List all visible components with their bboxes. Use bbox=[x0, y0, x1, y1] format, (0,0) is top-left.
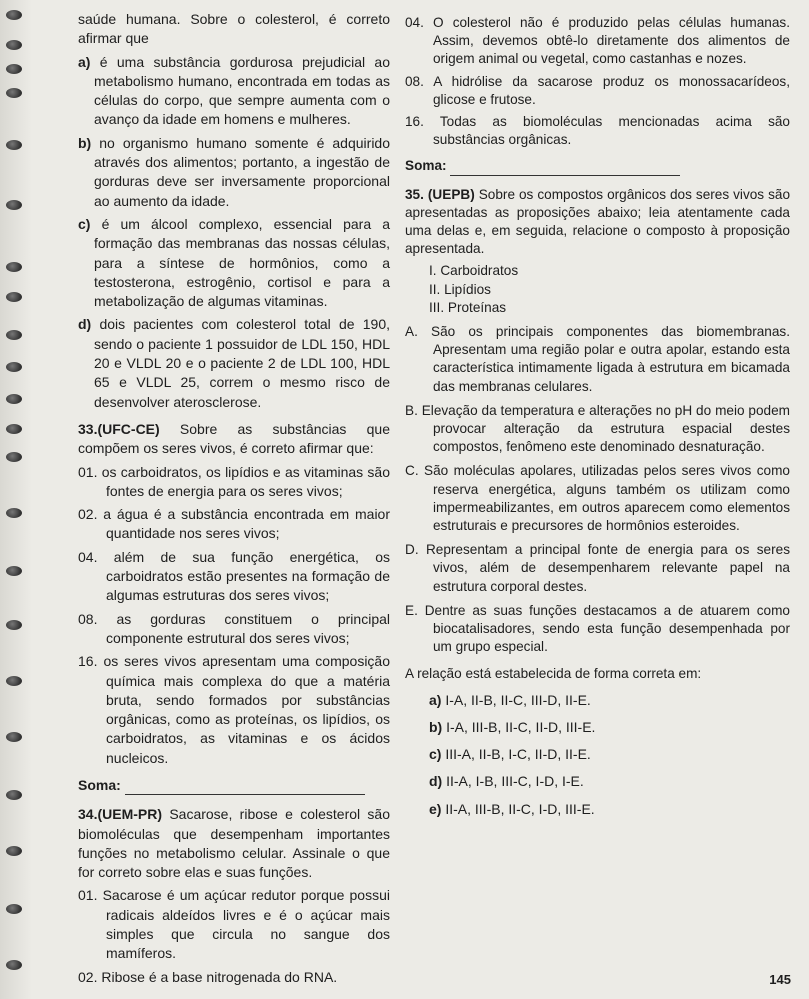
question-34-stem bbox=[78, 805, 390, 882]
proposition-letter: B. bbox=[405, 402, 418, 418]
question-33-stem bbox=[78, 420, 390, 459]
compound-list bbox=[429, 262, 790, 317]
item-text: a água é a substância encontrada em maior quantidade nos seres vivos; bbox=[103, 506, 391, 542]
q33-item-16 bbox=[78, 652, 390, 768]
item-number: 04. bbox=[405, 15, 424, 30]
alternative-text: dois pacientes com colesterol total de 190, sendo o paciente 1 possuidor de LDL 150, HDL 20 e VLDL 20 e o paciente 2 de LDL 100, HDL 65 e VLDL 25, correm o mesmo risco de desenvolver aterosclerose. bbox=[94, 316, 390, 410]
question-text: Sobre as substâncias que compõem os seres vivos, é correto afirmar que: bbox=[78, 420, 390, 457]
q34-item-08 bbox=[405, 73, 790, 109]
proposition-letter: E. bbox=[405, 602, 418, 618]
alternative-letter: b) bbox=[78, 134, 92, 151]
item-number: 01. bbox=[78, 463, 98, 480]
q34-item-16 bbox=[405, 113, 790, 149]
binding-ring bbox=[6, 88, 22, 98]
item-number: 16. bbox=[78, 653, 98, 670]
proposition-e bbox=[405, 602, 790, 657]
soma-answer-line[interactable] bbox=[450, 175, 680, 176]
question-source: (UEM-PR) bbox=[97, 806, 163, 823]
soma-label: Soma: bbox=[78, 776, 121, 793]
binding-ring bbox=[6, 676, 22, 686]
answer-text: I-A, II-B, II-C, III-D, II-E. bbox=[445, 691, 591, 708]
left-column bbox=[78, 10, 390, 991]
answer-text: I-A, III-B, II-C, II-D, III-E. bbox=[446, 718, 596, 735]
alternative-text: é um álcool complexo, essencial para a formação das membranas das nossas células, para a síntese de hormônios, como a testosterona, estrogênio, cortisol e para a metabolização de algumas vitaminas. bbox=[94, 215, 390, 310]
alternative-d bbox=[78, 315, 390, 411]
q34-soma bbox=[405, 157, 790, 175]
item-text: Sacarose é um açúcar redutor porque possui radicais aldeídos livres e é o açúcar mais simples que circula no sangue dos mamíferos. bbox=[102, 887, 390, 962]
binding-ring bbox=[6, 200, 22, 210]
proposition-d bbox=[405, 541, 790, 596]
binding-ring bbox=[6, 424, 22, 434]
item-text: os carboidratos, os lipídios e as vitaminas são fontes de energia para os seres vivos; bbox=[101, 463, 391, 499]
item-text: A hidrólise da sacarose produz os monossacarídeos, glicose e frutose. bbox=[433, 73, 790, 107]
question-number: 34. bbox=[78, 806, 98, 823]
proposition-c bbox=[405, 462, 790, 535]
item-text: as gorduras constituem o principal componente estrutural dos seres vivos; bbox=[106, 610, 390, 646]
binding-ring bbox=[6, 262, 22, 272]
answer-option-d[interactable] bbox=[429, 772, 790, 790]
item-text: Ribose é a base nitrogenada do RNA. bbox=[101, 968, 338, 985]
alternative-text: é uma substância gordurosa prejudicial ao metabolismo humano, encontrada em todas as células do corpo, que sempre aumenta com o avanço da idade em homens e mulheres. bbox=[94, 53, 391, 128]
q33-soma bbox=[78, 776, 390, 795]
question-text: Sacarose, ribose e colesterol são biomoléculas que desempenham importantes funções no metabolismo celular. Assinale o que for correto sobre elas e suas funções. bbox=[78, 806, 391, 881]
item-number: 16. bbox=[405, 114, 424, 130]
q33-item-08 bbox=[78, 610, 390, 649]
page-number: 145 bbox=[769, 972, 791, 987]
answer-letter: a) bbox=[429, 691, 442, 708]
soma-label: Soma: bbox=[405, 158, 447, 174]
soma-answer-line[interactable] bbox=[125, 794, 365, 795]
question-number: 35. bbox=[405, 186, 424, 202]
binding-ring bbox=[6, 452, 22, 462]
alternative-letter: d) bbox=[78, 316, 92, 333]
alternative-c bbox=[78, 215, 390, 311]
proposition-text: Representam a principal fonte de energia para os seres vivos, além de desempenharem relevante papel na estrutura corporal destes. bbox=[425, 542, 791, 594]
notebook-binding bbox=[0, 0, 32, 999]
alternative-text: no organismo humano somente é adquirido através dos alimentos; portanto, a ingestão de gorduras deve ser inversamente proporcional ao aumento da idade. bbox=[94, 134, 391, 209]
compound-item: II. Lipídios bbox=[429, 281, 491, 297]
item-number: 08. bbox=[405, 73, 424, 89]
q33-item-04 bbox=[78, 548, 390, 606]
q34-item-04 bbox=[405, 14, 790, 69]
question-number: 33. bbox=[78, 420, 98, 437]
item-number: 08. bbox=[78, 610, 98, 627]
item-number: 02. bbox=[78, 968, 98, 985]
binding-ring bbox=[6, 40, 22, 50]
proposition-letter: C. bbox=[405, 463, 419, 479]
answer-letter: e) bbox=[429, 800, 442, 817]
binding-ring bbox=[6, 508, 22, 518]
relation-statement: A relação está estabelecida de forma correta em: bbox=[405, 665, 702, 681]
proposition-letter: D. bbox=[405, 542, 419, 558]
answer-option-a[interactable] bbox=[429, 691, 790, 709]
q34-item-01 bbox=[78, 886, 390, 963]
q33-item-01 bbox=[78, 463, 390, 502]
proposition-a bbox=[405, 323, 790, 396]
question-intro: saúde humana. Sobre o colesterol, é correto afirmar que bbox=[78, 11, 390, 47]
binding-ring bbox=[6, 140, 22, 150]
compound-item: I. Carboidratos bbox=[429, 263, 519, 279]
q34-item-02 bbox=[78, 968, 390, 987]
q33-item-02 bbox=[78, 505, 390, 544]
answer-option-e[interactable] bbox=[429, 800, 790, 818]
binding-ring bbox=[6, 330, 22, 340]
binding-ring bbox=[6, 790, 22, 800]
binding-ring bbox=[6, 732, 22, 742]
question-source: (UFC-CE) bbox=[97, 420, 160, 437]
proposition-text: São moléculas apolares, utilizadas pelos seres vivos como reserva energética, alguns também os utilizam como impermeabilizantes, em outros aparecem como elementos estruturais e precursores de hormônios esteroides. bbox=[424, 463, 790, 534]
binding-ring bbox=[6, 620, 22, 630]
binding-ring bbox=[6, 64, 22, 74]
answer-letter: d) bbox=[429, 773, 443, 790]
alternative-letter: c) bbox=[78, 215, 91, 232]
binding-ring bbox=[6, 960, 22, 970]
binding-ring bbox=[6, 846, 22, 856]
answer-text: II-A, III-B, II-C, I-D, III-E. bbox=[445, 800, 595, 817]
answer-option-b[interactable] bbox=[429, 718, 790, 736]
question-text: Sobre os compostos orgânicos dos seres vivos são apresentadas as proposições abaixo; leia atentamente cada uma delas e, em seguida, relacione o composto à proposição apresentada. bbox=[405, 186, 791, 257]
alternative-letter: a) bbox=[78, 53, 91, 70]
alternative-b bbox=[78, 134, 390, 211]
question-source: (UEPB) bbox=[427, 186, 475, 202]
item-text: O colesterol não é produzido pelas células humanas. Assim, devemos obtê-lo diretamente dos alimentos de origem animal ou vegetal, como castanhas e nozes. bbox=[433, 15, 790, 67]
item-text: Todas as biomoléculas mencionadas acima são substâncias orgânicas. bbox=[433, 114, 790, 148]
proposition-letter: A. bbox=[405, 324, 418, 340]
answer-text: II-A, I-B, III-C, I-D, I-E. bbox=[446, 773, 584, 790]
binding-ring bbox=[6, 292, 22, 302]
item-number: 02. bbox=[78, 506, 98, 523]
answer-option-c[interactable] bbox=[429, 745, 790, 763]
alternative-a bbox=[78, 53, 390, 130]
proposition-text: São os principais componentes das biomembranas. Apresentam uma região polar e outra apolar, estando esta característica intimamente ligada à estrutura em bicamada das membranas celulares. bbox=[431, 324, 791, 394]
proposition-text: Elevação da temperatura e alterações no pH do meio podem provocar alteração da estrutura espacial destes compostos, fenômeno este denominado desnaturação. bbox=[421, 402, 790, 455]
proposition-b bbox=[405, 402, 790, 457]
item-text: além de sua função energética, os carboidratos estão presentes na formação de algumas estruturas dos seres vivos; bbox=[106, 548, 390, 604]
binding-ring bbox=[6, 362, 22, 372]
proposition-text: Dentre as suas funções destacamos a de atuarem como biocatalisadores, sendo esta função desempenhada por um grupo especial. bbox=[424, 602, 790, 655]
binding-ring bbox=[6, 566, 22, 576]
item-text: os seres vivos apresentam uma composição química mais complexa do que a matéria bruta, sendo formados por substâncias orgânicas, como as proteínas, os lipídios, os carboidratos, as vitaminas e os ácidos nucleicos. bbox=[103, 653, 391, 766]
compound-item: III. Proteínas bbox=[429, 299, 507, 315]
question-35-stem bbox=[405, 186, 790, 259]
binding-ring bbox=[6, 904, 22, 914]
answer-letter: c) bbox=[429, 746, 442, 763]
answer-letter: b) bbox=[429, 718, 443, 735]
answer-text: III-A, II-B, I-C, II-D, II-E. bbox=[445, 746, 591, 763]
binding-ring bbox=[6, 394, 22, 404]
item-number: 04. bbox=[78, 548, 98, 565]
item-number: 01. bbox=[78, 887, 98, 904]
binding-ring bbox=[6, 10, 22, 20]
right-column bbox=[405, 14, 790, 827]
